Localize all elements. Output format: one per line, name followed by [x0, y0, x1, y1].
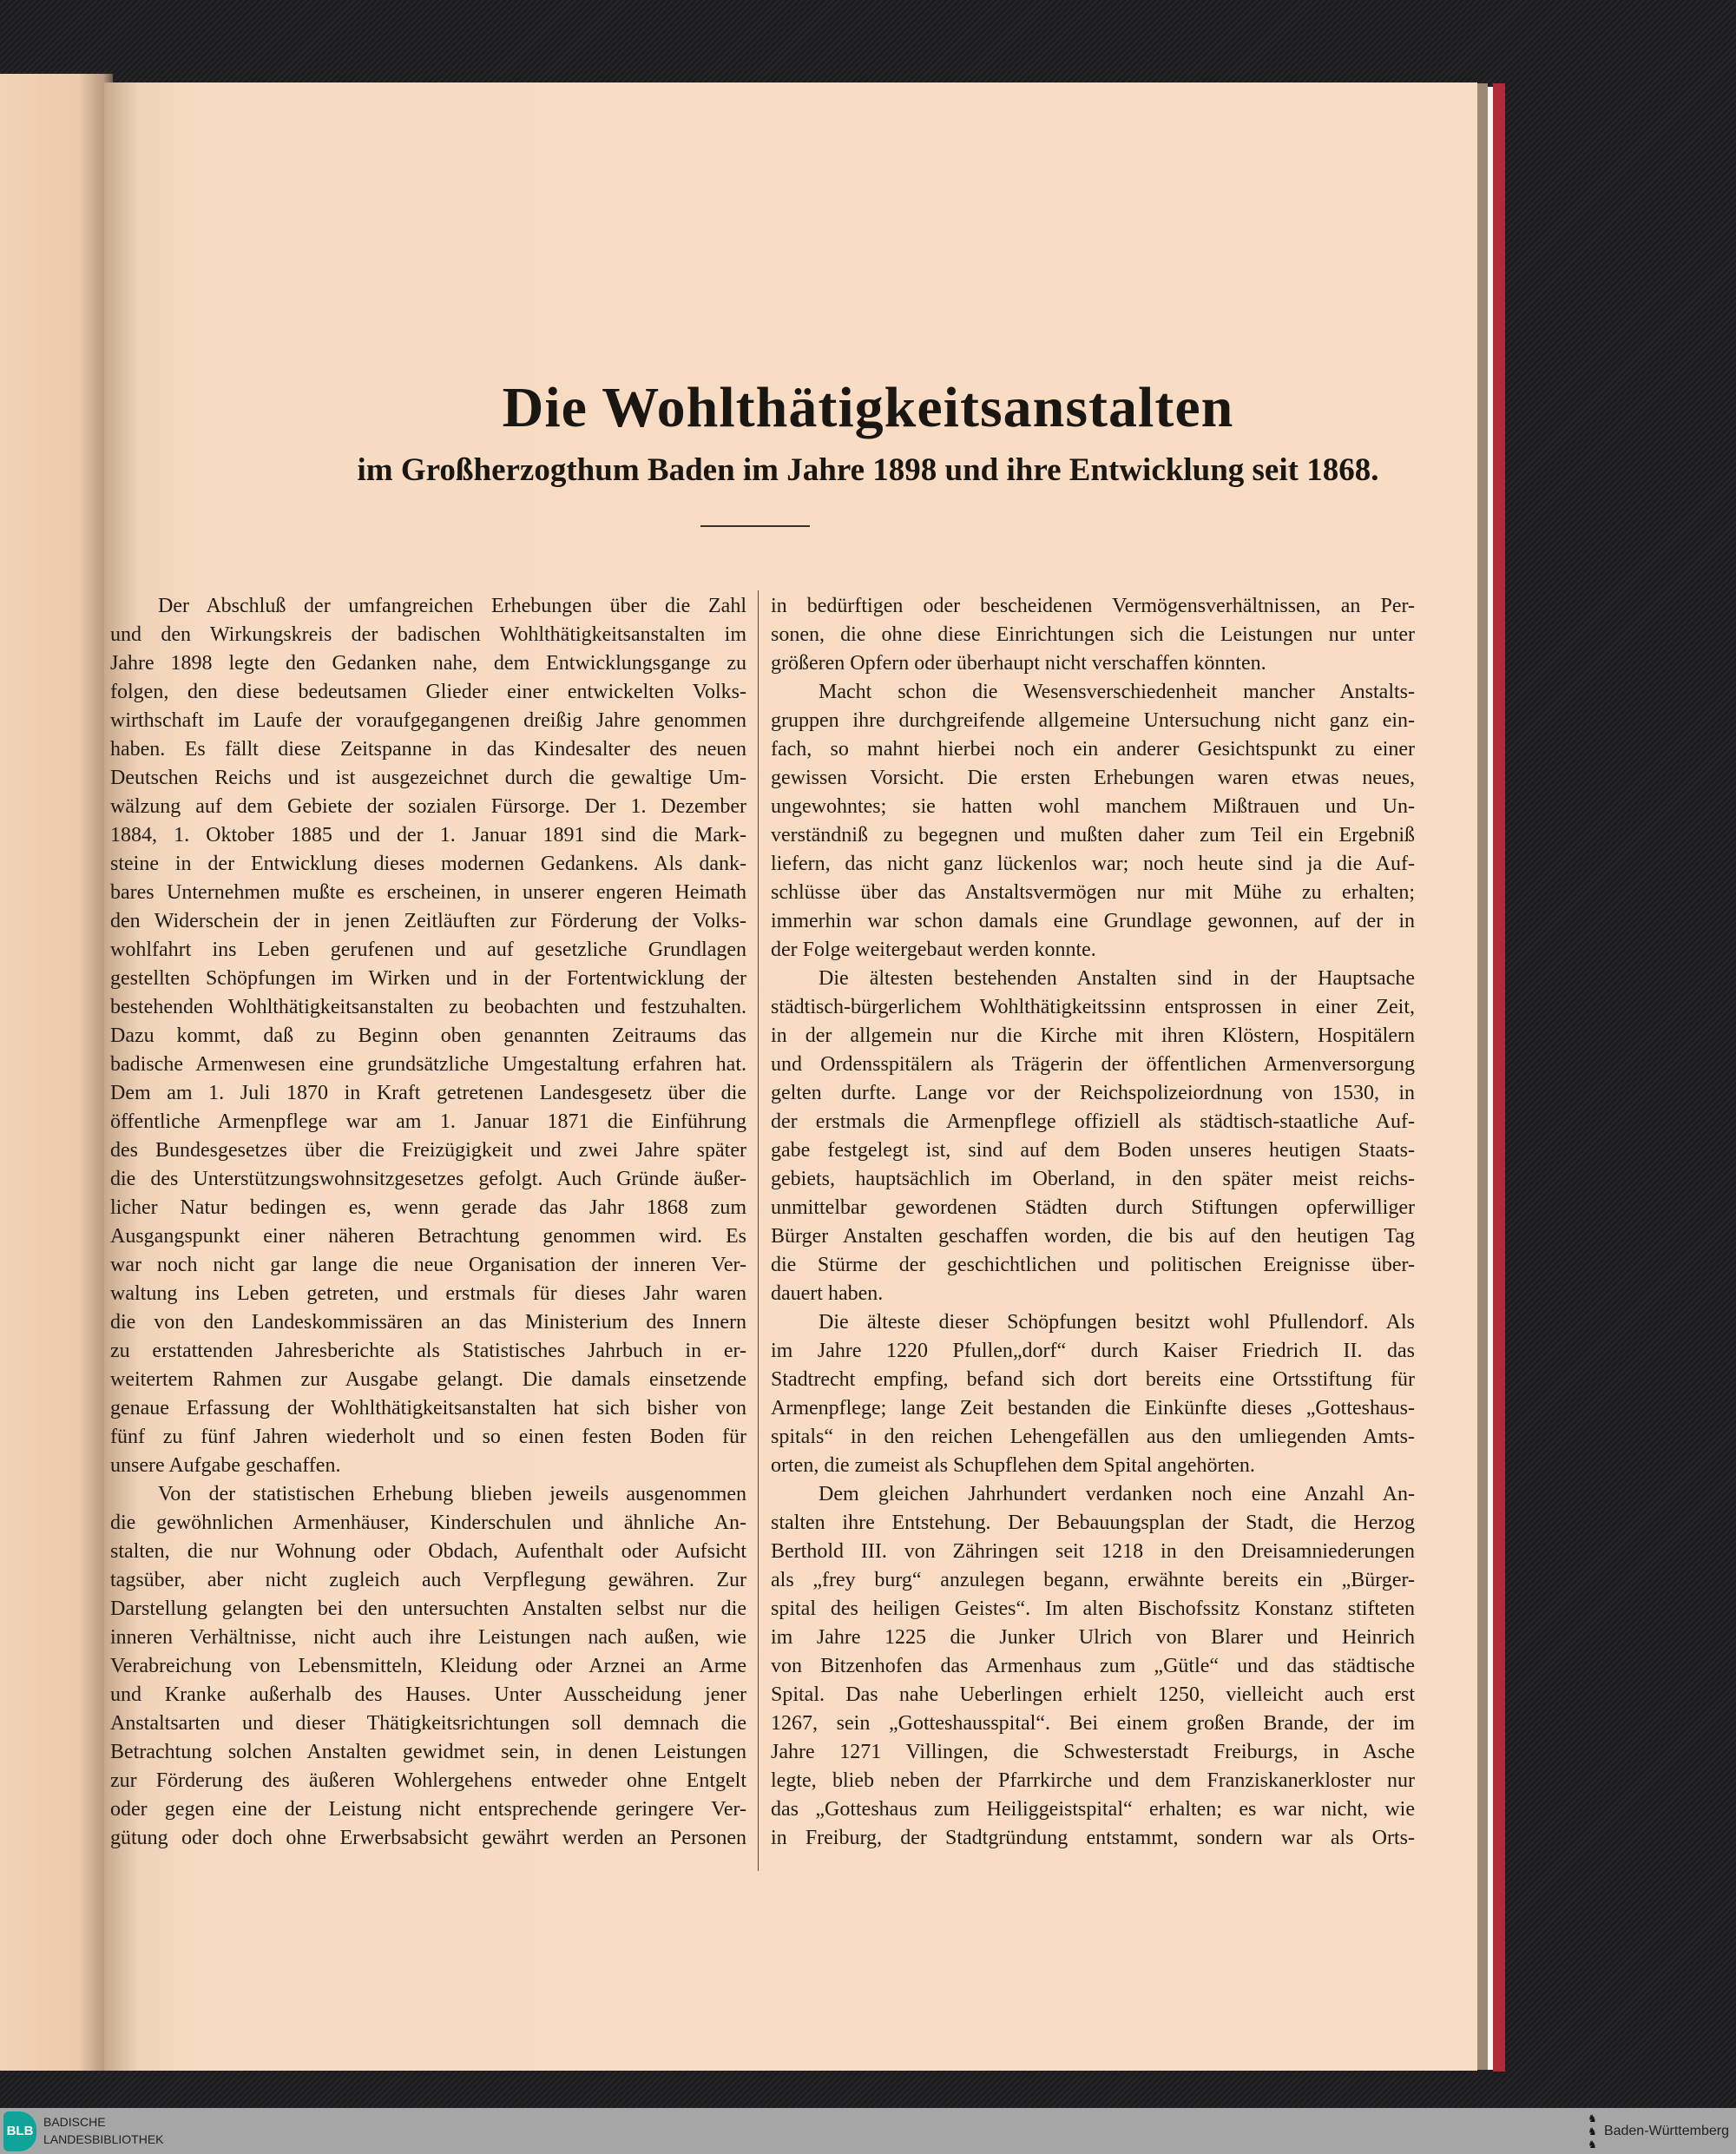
text-line: Die älteste dieser Schöpfungen besitzt wohl Pfullendorf. Als: [819, 1311, 1415, 1334]
text-line: Dem gleichen Jahrhundert verdanken noch eine Anzahl An-: [819, 1483, 1415, 1505]
text-line: orten, die zumeist als Schupflehen dem Spital angehörten.: [771, 1454, 1255, 1477]
text-line: 1267, sein „Gotteshausspital“. Bei einem großen Brande, der im: [771, 1712, 1415, 1735]
text-line: von Bitzenhofen das Armenhaus zum „Gütle“ und das städtische: [771, 1655, 1415, 1677]
state-logo[interactable]: [1588, 2111, 1729, 2151]
text-line: Anstaltsarten und dieser Thätigkeitsrichtungen soll demnach die: [110, 1712, 746, 1735]
text-line: die von den Landeskommissären an das Ministerium des Innern: [110, 1311, 746, 1334]
state-name: Baden-Württemberg: [1603, 2124, 1729, 2138]
text-line: Armenpflege; lange Zeit bestanden die Einkünfte dieses „Gotteshaus-: [771, 1397, 1415, 1420]
text-line: den Widerschein der in jenen Zeitläuften zur Förderung der Volks-: [110, 910, 746, 932]
text-line: wälzung auf dem Gebiete der sozialen Fürsorge. Der 1. Dezember: [110, 795, 746, 818]
text-line: unsere Aufgabe geschaffen.: [110, 1454, 341, 1477]
article-title: Die Wohlthätigkeitsanstalten: [502, 376, 1234, 439]
text-line: Verabreichung von Lebensmitteln, Kleidung oder Arznei an Arme: [110, 1655, 746, 1677]
text-line: gelten durfte. Lange vor der Reichspolizeiordnung von 1530, in: [771, 1082, 1415, 1104]
text-line: Ausgangspunkt einer näheren Betrachtung genommen wird. Es: [110, 1225, 746, 1248]
text-line: wirthschaft im Laufe der voraufgegangenen dreißig Jahre genommen: [110, 709, 746, 732]
text-line: zur Förderung des äußeren Wohlergehens entweder ohne Entgelt: [110, 1769, 746, 1792]
text-line: Jahre 1271 Villingen, die Schwesterstadt Freiburgs, in Asche: [771, 1741, 1415, 1763]
text-line: öffentliche Armenpflege war am 1. Januar 1871 die Einführung: [110, 1110, 746, 1133]
text-line: haben. Es fällt diese Zeitspanne in das Kindesalter des neuen: [110, 738, 746, 761]
text-line: folgen, den diese bedeutsamen Glieder einer entwickelten Volks-: [110, 681, 746, 703]
text-line: Dazu kommt, daß zu Beginn oben genannten Zeitraums das: [110, 1024, 746, 1047]
text-line: spitals“ in den reichen Lehengefällen aus den umliegenden Amts-: [771, 1426, 1415, 1448]
text-line: zu erstattenden Jahresberichte als Statistisches Jahrbuch in er-: [110, 1340, 746, 1362]
article-subtitle: im Großherzogthum Baden im Jahre 1898 und ihre Entwicklung seit 1868.: [357, 452, 1379, 488]
text-line: Stadtrecht empfing, befand sich dort bereits eine Ortsstiftung für: [771, 1368, 1415, 1391]
text-line: des Bundesgesetzes über die Freizügigkeit und zwei Jahre später: [110, 1139, 746, 1162]
text-line: 1884, 1. Oktober 1885 und der 1. Januar 1891 sind die Mark-: [110, 824, 746, 846]
library-name-line2: LANDESBIBLIOTHEK: [43, 2132, 164, 2146]
blb-logo-icon[interactable]: BLB: [3, 2111, 36, 2151]
text-line: städtisch-bürgerlichem Wohlthätigkeitssinn entsprossen in einer Zeit,: [771, 996, 1415, 1018]
text-line: der erstmals die Armenpflege offiziell als städtisch-staatliche Auf-: [771, 1110, 1415, 1133]
text-line: im Jahre 1225 die Junker Ulrich von Blarer und Heinrich: [771, 1626, 1415, 1649]
text-line: gütung oder doch ohne Erwerbsabsicht gewährt werden an Personen: [110, 1827, 746, 1849]
text-line: Spital. Das nahe Ueberlingen erhielt 1250, vielleicht auch erst: [771, 1683, 1415, 1706]
text-line: die Stürme der geschichtlichen und politischen Ereignisse über-: [771, 1254, 1415, 1276]
text-line: stalten, die nur Wohnung oder Obdach, Aufenthalt oder Aufsicht: [110, 1540, 746, 1563]
text-line: bares Unternehmen mußte es erscheinen, in unserer engeren Heimath: [110, 881, 746, 904]
text-line: fach, so mahnt hierbei noch ein anderer Gesichtspunkt zu einer: [771, 738, 1415, 761]
text-line: Macht schon die Wesensverschiedenheit mancher Anstalts-: [819, 681, 1415, 703]
text-line: Deutschen Reichs und ist ausgezeichnet durch die gewaltige Um-: [110, 767, 746, 789]
text-line: und Ordensspitälern als Trägerin der öffentlichen Armenversorgung: [771, 1053, 1415, 1076]
left-text-column: [110, 592, 746, 1853]
text-line: die gewöhnlichen Armenhäuser, Kinderschulen und ähnliche An-: [110, 1512, 746, 1534]
right-text-column: [771, 592, 1415, 1853]
text-line: Dem am 1. Juli 1870 in Kraft getretenen Landesgesetz über die: [110, 1082, 746, 1104]
text-line: gebiets, hauptsächlich im Oberland, in den später meist reichs-: [771, 1168, 1415, 1190]
text-line: Berthold III. von Zähringen seit 1218 in den Dreisamniederungen: [771, 1540, 1415, 1563]
text-line: in der allgemein nur die Kirche mit ihren Klöstern, Hospitälern: [771, 1024, 1415, 1047]
text-line: steine in der Entwicklung dieses modernen Gedankens. Als dank-: [110, 853, 746, 875]
text-line: Die ältesten bestehenden Anstalten sind in der Hauptsache: [819, 967, 1415, 990]
text-line: gestellten Schöpfungen im Wirken und in der Fortentwicklung der: [110, 967, 746, 990]
text-line: die des Unterstützungswohnsitzgesetzes gefolgt. Auch Gründe äußer-: [110, 1168, 746, 1190]
text-line: ungewohntes; sie hatten wohl manchem Mißtrauen und Un-: [771, 795, 1415, 818]
text-line: gruppen ihre durchgreifende allgemeine Untersuchung nicht ganz ein-: [771, 709, 1415, 732]
column-divider: [758, 590, 759, 1871]
text-line: Von der statistischen Erhebung blieben jeweils ausgenommen: [158, 1483, 746, 1505]
text-line: in Freiburg, der Stadtgründung entstammt, sondern war als Orts-: [771, 1827, 1415, 1849]
text-line: im Jahre 1220 Pfullen„dorf“ durch Kaiser Friedrich II. das: [771, 1340, 1415, 1362]
text-line: genaue Erfassung der Wohlthätigkeitsanstalten hat sich bisher von: [110, 1397, 746, 1420]
text-line: stalten ihre Entstehung. Der Bebauungsplan der Stadt, die Herzog: [771, 1512, 1415, 1534]
left-page-edge: [0, 74, 113, 2071]
text-line: war noch nicht gar lange die neue Organisation der inneren Ver-: [110, 1254, 746, 1276]
text-line: schlüsse über das Anstaltsvermögen nur mit Mühe zu erhalten;: [771, 881, 1415, 904]
three-lions-icon: ♞ ♞ ♞: [1588, 2111, 1597, 2151]
text-line: badische Armenwesen eine grundsätzliche Umgestaltung erfahren hat.: [110, 1053, 746, 1076]
text-line: und den Wirkungskreis der badischen Wohlthätigkeitsanstalten im: [110, 623, 746, 646]
text-line: unmittelbar gewordenen Städten durch Stiftungen opferwilliger: [771, 1196, 1415, 1219]
footer-bar: [0, 2108, 1736, 2154]
text-line: Darstellung gelangten bei den untersuchten Anstalten selbst nur die: [110, 1597, 746, 1620]
text-line: verständniß zu begegnen und mußten daher zum Teil ein Ergebniß: [771, 824, 1415, 846]
library-name[interactable]: [43, 2113, 164, 2148]
text-line: tagsüber, aber nicht zugleich auch Verpflegung gewähren. Zur: [110, 1569, 746, 1591]
text-line: bestehenden Wohlthätigkeitsanstalten zu beobachten und festzuhalten.: [110, 996, 746, 1018]
text-line: inneren Verhältnisse, nicht auch ihre Leistungen nach außen, wie: [110, 1626, 746, 1649]
text-line: Jahre 1898 legte den Gedanken nahe, dem Entwicklungsgange zu: [110, 652, 746, 675]
text-line: liefern, das nicht ganz lückenlos war; noch heute sind ja die Auf-: [771, 853, 1415, 875]
text-line: spital des heiligen Geistes“. Im alten Bischofssitz Konstanz stifteten: [771, 1597, 1415, 1620]
text-line: waltung ins Leben getreten, und erstmals für dieses Jahr waren: [110, 1282, 746, 1305]
text-line: sonen, die ohne diese Einrichtungen sich die Leistungen nur unter: [771, 623, 1415, 646]
text-line: der Folge weitergebaut werden konnte.: [771, 939, 1096, 961]
text-line: immerhin war schon damals eine Grundlage gewonnen, auf der in: [771, 910, 1415, 932]
text-line: Bürger Anstalten geschaffen worden, die bis auf den heutigen Tag: [771, 1225, 1415, 1248]
library-name-line1: BADISCHE: [43, 2115, 106, 2129]
text-line: licher Natur bedingen es, wenn gerade das Jahr 1868 zum: [110, 1196, 746, 1219]
text-line: und Kranke außerhalb des Hauses. Unter Ausscheidung jener: [110, 1683, 746, 1706]
title-rule: [700, 525, 810, 527]
text-line: oder gegen eine der Leistung nicht entsprechende geringere Ver-: [110, 1798, 746, 1821]
text-line: gabe festgelegt ist, sind auf dem Boden unseres heutigen Staats-: [771, 1139, 1415, 1162]
text-line: legte, blieb neben der Pfarrkirche und dem Franziskanerkloster nur: [771, 1769, 1415, 1792]
text-line: weitertem Rahmen zur Ausgabe gelangt. Die damals einsetzende: [110, 1368, 746, 1391]
text-line: Der Abschluß der umfangreichen Erhebungen über die Zahl: [158, 595, 746, 617]
text-line: das „Gotteshaus zum Heiliggeistspital“ erhalten; es war nicht, wie: [771, 1798, 1415, 1821]
text-line: fünf zu fünf Jahren wiederholt und so einen festen Boden für: [110, 1426, 746, 1448]
text-line: größeren Opfern oder überhaupt nicht verschaffen könnten.: [771, 652, 1266, 675]
text-line: als „frey burg“ anzulegen begann, erwähnte bereits ein „Bürger-: [771, 1569, 1415, 1591]
text-line: in bedürftigen oder bescheidenen Vermögensverhältnissen, an Per-: [771, 595, 1415, 617]
text-line: wohlfahrt ins Leben gerufenen und auf gesetzliche Grundlagen: [110, 939, 746, 961]
text-line: dauert haben.: [771, 1282, 884, 1305]
text-line: gewissen Vorsicht. Die ersten Erhebungen waren etwas neues,: [771, 767, 1415, 789]
text-line: Betrachtung solchen Anstalten gewidmet sein, in denen Leistungen: [110, 1741, 746, 1763]
